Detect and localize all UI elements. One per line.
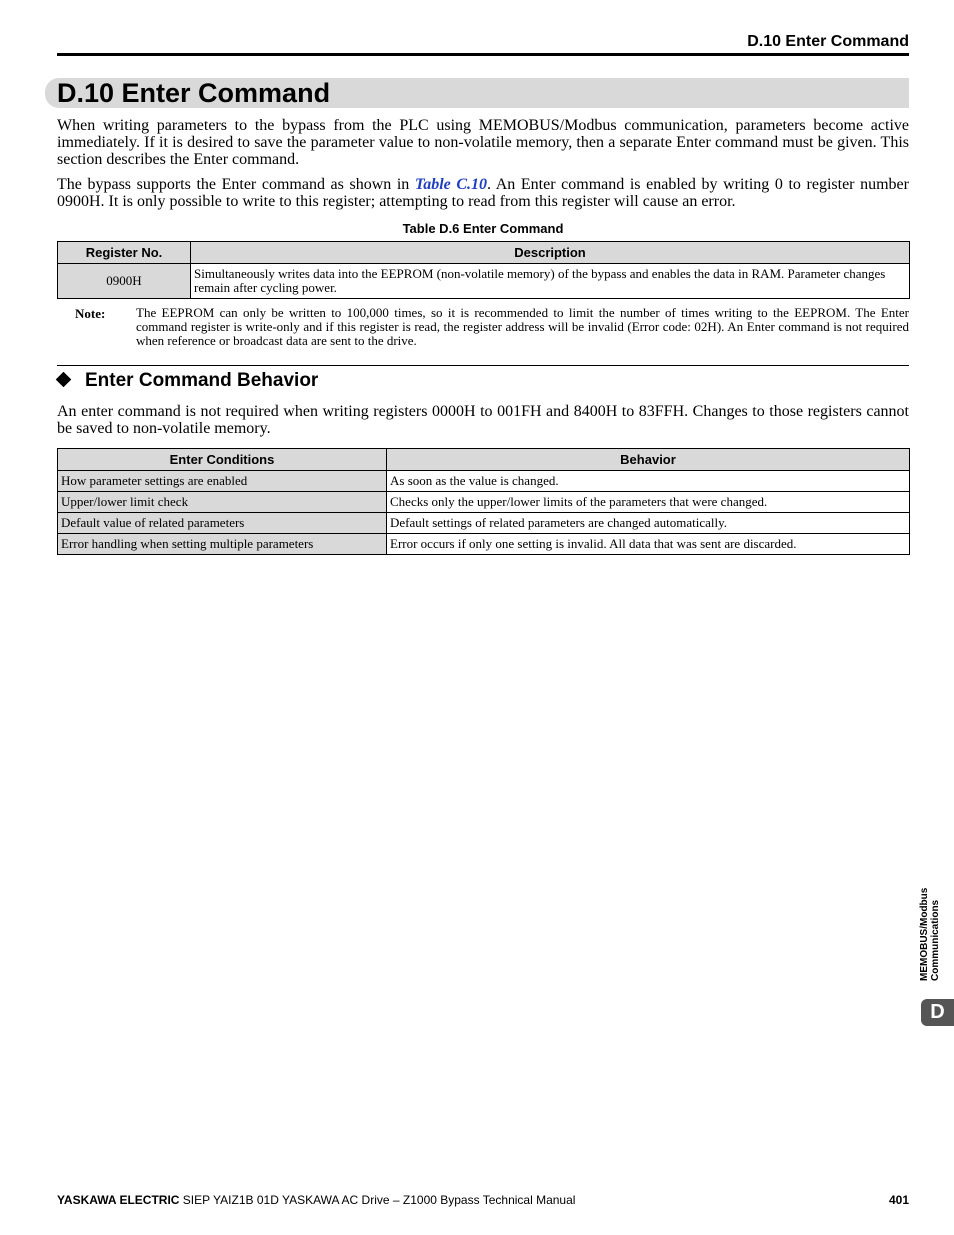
intro-paragraph-2-start: The bypass supports the Enter command as shown in	[57, 176, 415, 193]
behavior-cell: Error occurs if only one setting is invalid. All data that was sent are discarded.	[387, 534, 910, 555]
table-c10-link[interactable]: Table C.10	[414, 176, 488, 193]
condition-cell: Error handling when setting multiple parameters	[58, 534, 387, 555]
table-header-row	[58, 449, 910, 471]
side-tab-label	[919, 888, 941, 981]
behavior-cell: Default settings of related parameters are changed automatically.	[387, 513, 910, 534]
footer-document-title	[57, 1193, 575, 1207]
subsection-rule	[57, 365, 909, 366]
condition-cell: How parameter settings are enabled	[58, 471, 387, 492]
column-header-description: Description	[191, 242, 910, 264]
table-caption: Table D.6 Enter Command	[402, 221, 564, 236]
behavior-cell: As soon as the value is changed.	[387, 471, 910, 492]
note-label: Note:	[75, 306, 106, 321]
footer-doc: SIEP YAIZ1B 01D YASKAWA AC Drive – Z1000 Bypass Technical Manual	[179, 1193, 576, 1207]
side-tab-line-1: MEMOBUS/Modbus	[919, 887, 930, 981]
running-header: D.10 Enter Command	[747, 33, 909, 50]
table-row	[58, 513, 910, 534]
register-cell: 0900H	[58, 264, 191, 299]
column-header-behavior: Behavior	[387, 449, 910, 471]
intro-paragraph-2	[57, 176, 909, 210]
note-text: The EEPROM can only be written to 100,000 times, so it is recommended to limit the number of times writing to the EEPROM. The Enter command register is write-only and if this register is read, the register address will be invalid (Error code: 02H). An Enter command is not required when reference or broadcast data are sent to the drive.	[136, 305, 909, 348]
condition-cell: Upper/lower limit check	[58, 492, 387, 513]
behavior-cell: Checks only the upper/lower limits of the parameters that were changed.	[387, 492, 910, 513]
condition-cell: Default value of related parameters	[58, 513, 387, 534]
table-row	[58, 534, 910, 555]
header-rule	[57, 53, 909, 56]
enter-behavior-table	[57, 448, 910, 555]
description-cell: Simultaneously writes data into the EEPROM (non-volatile memory) of the bypass and enables the data in RAM. Parameter changes remain after cycling power.	[191, 264, 910, 299]
intro-paragraph-1: When writing parameters to the bypass from the PLC using MEMOBUS/Modbus communication, parameters become active immediately. If it is desired to save the parameter value to non-volatile memory, then a separate Enter command must be given. This section describes the Enter command.	[57, 117, 909, 168]
column-header-conditions: Enter Conditions	[58, 449, 387, 471]
intro-paragraph-2-end: . An Enter command is enabled by writing 0 to register number 0900H. It is only possible to write to this register; attempting to read from this register will cause an error.	[57, 176, 909, 210]
side-tab-line-2: Communications	[930, 899, 941, 981]
table-row	[58, 264, 910, 299]
subsection-paragraph: An enter command is not required when writing registers 0000H to 001FH and 8400H to 83FFH. Changes to those registers cannot be saved to non-volatile memory.	[57, 403, 909, 437]
table-header-row	[58, 242, 910, 264]
column-header-register: Register No.	[58, 242, 191, 264]
section-title: D.10 Enter Command	[57, 78, 331, 108]
enter-command-table	[57, 241, 910, 299]
table-row	[58, 471, 910, 492]
page-number: 401	[888, 1193, 909, 1207]
table-row	[58, 492, 910, 513]
footer-brand: YASKAWA ELECTRIC	[57, 1193, 180, 1207]
diamond-bullet-icon	[56, 372, 72, 388]
chapter-tab[interactable]: D	[921, 999, 954, 1026]
subsection-title: Enter Command Behavior	[85, 370, 319, 391]
